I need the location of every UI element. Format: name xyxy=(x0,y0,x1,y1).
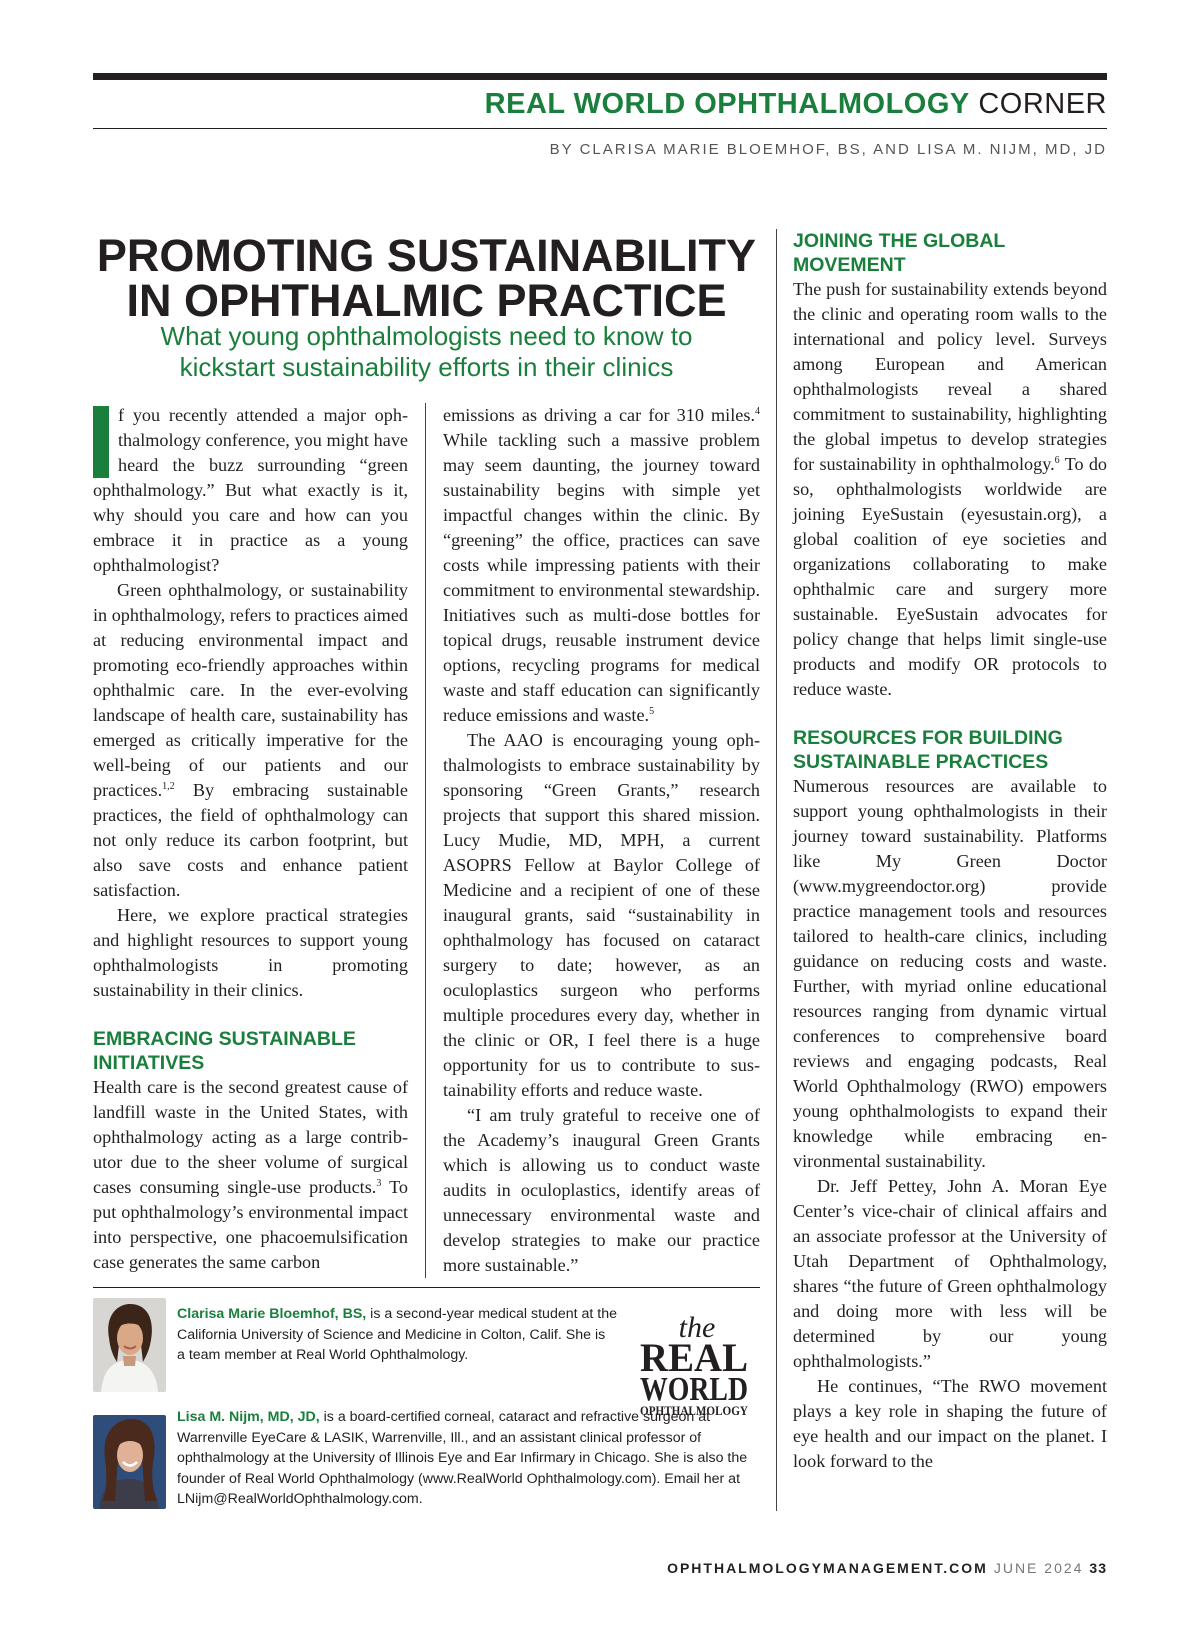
article-subtitle xyxy=(93,321,760,383)
section-heading: JOINING THE GLOBAL MOVEMENT xyxy=(793,230,1005,276)
portrait-image xyxy=(93,1298,166,1392)
author-photo-bloemhof xyxy=(93,1298,166,1392)
article-title xyxy=(93,230,760,326)
body-paragraph: The push for sustainability extends beyond the clinic and operating room walls to the international and policy level. Surveys among European and American ophthalmologists reveal a shared commitment to sustainability, highlighting the global impetus to develop strategies for sustainability in ophthalmology.$^6$ To do so, ophthalmologists worldwide are joining EyeSustain (eyesustain.org), a global coalition of eye societies and organizations collaborating to make ophthalmic care and surgery more sustainable. EyeSustain advocates for policy change that helps limit single-use products and modify OR protocols to reduce waste. xyxy=(793,279,1108,699)
author-name: Lisa M. Nijm, MD, JD, xyxy=(177,1409,320,1425)
body-paragraph: Dr. Jeff Pettey, John A. Moran Eye Center’s vice-chair of clinical affairs and an associate professor at the University of Utah Department of Ophthalmology, shares “the future of Green ophthalmology and doing more with less will be determined by our young ophthalmologists.” xyxy=(793,1176,1107,1371)
section-heading: EMBRACING SUSTAINABLE INITIATIVES xyxy=(93,1028,356,1074)
real-world-ophthalmology-logo xyxy=(637,1307,752,1417)
logo-real: REAL xyxy=(640,1335,748,1380)
body-paragraph: Numerous resources are available to support young ophthalmologists in their journey toward sustainability. Platforms like My Green Doctor (www.mygreendoctor.org) provide practice management tools and resources tailored to health-care clinics, including guidance on reducing costs and waste. Further, with myriad online educational resources ranging from dynamic virtual conferences to comprehensive board reviews and engaging podcasts, Real World Ophthalmology (RWO) empowers young ophthalmologists to expand their knowledge while embracing environmental sustainability. xyxy=(793,776,1107,1171)
page-number: 33 xyxy=(1089,1560,1107,1576)
column-3 xyxy=(793,229,1107,1474)
column-divider xyxy=(425,403,426,1278)
intro-paragraph: f you recently attended a major ophthalmology conference, you might have heard the buzz surrounding “green ophthalmology.” But what exactly is it, why should you care and how can you embrace it in practice as a young ophthalmologist? xyxy=(93,405,408,575)
top-rule xyxy=(93,73,1107,80)
logo-the: the xyxy=(678,1311,716,1344)
drop-cap-bar xyxy=(93,406,109,478)
section-heading: RESOURCES FOR BUILDING SUSTAINABLE PRACTICES xyxy=(793,727,1063,773)
article-subtitle-line1: What young ophthalmologists need to know to xyxy=(160,321,693,351)
body-paragraph: Green ophthalmology, or sustainability in ophthalmology, refers to practices aimed at reducing environmental impact and promoting eco-friendly approaches within ophthalmic care. In the ever-evolving landscape of health care, sustainability has emerged as critically imperative for the well-being of our patients and our practices.$^{1,2}$ By embracing sustainable practices, the field of ophthalmology can not only reduce its carbon footprint, but also save costs and enhance patient satisfaction. xyxy=(93,580,408,900)
byline: BY CLARISA MARIE BLOEMHOF, BS, AND LISA M. NIJM, MD, JD xyxy=(549,141,1107,158)
article-subtitle-line2: kickstart sustainability efforts in their clinics xyxy=(179,352,674,382)
body-paragraph: Here, we explore practical strategies and highlight resources to support young ophthalmologists in promoting sustainability in their clinics. xyxy=(93,905,408,1000)
article-title-line2: IN OPHTHALMIC PRACTICE xyxy=(126,275,727,326)
body-paragraph: emissions as driving a car for 310 miles.$^4$ While tackling such a massive problem may seem daunting, the journey toward sustainability begins with simple yet impactful changes within the clinic. By “greening” the office, practices can save costs while impressing patients with their commitment to environmental stewardship. Initiatives such as multi-dose bottles for topical drugs, reusable instrument device options, recycling programs for medical waste and staff education can significantly reduce emissions and waste.$^5$ xyxy=(443,405,760,725)
author-name: Clarisa Marie Bloemhof, BS, xyxy=(177,1306,367,1322)
body-paragraph: He continues, “The RWO movement plays a key role in shaping the future of eye health and our impact on the planet. I look forward to the xyxy=(793,1376,1107,1471)
section-title-bold: REAL WORLD OPHTHALMOLOGY xyxy=(484,88,970,120)
author-bio: Clarisa Marie Bloemhof, BS, is a second-year medical student at the California University of Science and Medicine in Colton, Calif. She is a team member at Real World Ophthalmology. xyxy=(177,1306,618,1363)
body-paragraph: Health care is the second greatest cause of landfill waste in the United States, with ophthalmology acting as a large contributor due to the sheer volume of surgical cases consuming single-use products.$^3$ To put ophthalmology’s environmental impact into perspective, one phacoemulsification case generates the same carbon xyxy=(93,1077,408,1272)
logo-ophthalmology: OPHTHALMOLOGY xyxy=(640,1403,749,1417)
column-1 xyxy=(93,403,408,1275)
footer-site: OPHTHALMOLOGYMANAGEMENT.COM xyxy=(667,1560,988,1576)
footer-date: JUNE 2024 xyxy=(993,1560,1084,1576)
author-photo-nijm xyxy=(93,1415,166,1509)
section-title-light: CORNER xyxy=(978,88,1107,120)
bio-rule xyxy=(93,1287,760,1288)
author-bio: Lisa M. Nijm, MD, JD, is a board-certified corneal, cataract and refractive surgeon at Warrenville EyeCare & LASIK, Warrenville, Ill., and an assistant clinical professor of ophthalmology at the University of Illinois Eye and Ear Infirmary in Chicago. She is also the founder of Real World Ophthalmology (www.RealWorld Ophthalmology.com). Email her at LNijm@RealWorldOphthalmology.com. xyxy=(177,1409,748,1507)
portrait-image xyxy=(93,1415,166,1509)
section-title xyxy=(485,88,1107,121)
body-paragraph: “I am truly grateful to receive one of the Academy’s inaugural Green Grants which is allowing us to conduct waste audits in oculoplastics, identify areas of unnecessary environmental waste and develop strategies to make our practice more sustainable.” xyxy=(443,1105,760,1275)
body-paragraph: The AAO is encouraging young ophthalmologists to embrace sustainability by sponsoring “Green Grants,” research projects that support this shared mission. Lucy Mudie, MD, MPH, a current ASOPRS Fellow at Baylor College of Medicine and a recipient of one of these inaugural grants, said “sustainability in ophthalmology has focused on cataract surgery to date; however, as an oculoplastics surgeon who performs multiple procedures every day, whether in the clinic or OR, I feel there is a huge opportunity for us to contribute to sustainability efforts and reduce waste. xyxy=(443,730,760,1100)
column-divider xyxy=(776,229,777,1511)
page-footer xyxy=(667,1560,1107,1576)
column-2 xyxy=(443,403,760,1278)
article-title-line1: PROMOTING SUSTAINABILITY xyxy=(96,230,757,281)
rwo-logo-image xyxy=(637,1307,752,1417)
logo-world: WORLD xyxy=(640,1371,748,1408)
header-rule xyxy=(93,128,1107,129)
